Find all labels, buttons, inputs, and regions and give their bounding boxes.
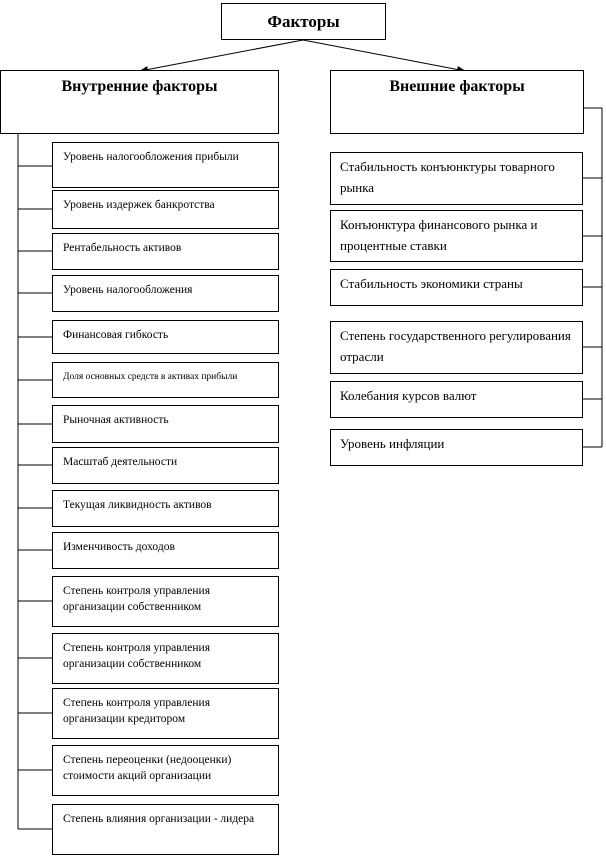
internal-factor-label: Изменчивость доходов: [63, 541, 175, 553]
internal-factor-label: Рыночная активность: [63, 414, 169, 426]
internal-factor-label: Финансовая гибкость: [63, 329, 169, 341]
internal-factor-4: [52, 275, 279, 312]
external-factor-1: [330, 152, 583, 205]
internal-factor-11: [52, 576, 279, 627]
internal-factors-title: Внутренние факторы: [61, 78, 218, 95]
internal-factor-12: [52, 633, 279, 684]
internal-factor-15: [52, 804, 279, 855]
internal-factor-8: [52, 447, 279, 484]
internal-factor-label: Уровень налогообложения прибыли: [63, 151, 239, 163]
external-factor-4: [330, 321, 583, 374]
external-factor-6: [330, 429, 583, 466]
external-connectors: [583, 178, 602, 447]
arrow-to-external: [303, 40, 465, 71]
external-factor-label: Степень государственного регулирования отрасли: [340, 328, 571, 364]
external-factors-title: Внешние факторы: [389, 78, 525, 95]
external-factor-5: [330, 381, 583, 418]
internal-factor-9: [52, 490, 279, 527]
external-factors-header: [330, 70, 584, 134]
external-factor-2: [330, 210, 583, 262]
external-factor-label: Стабильность конъюнктуры товарного рынка: [340, 159, 555, 195]
root-node: [221, 3, 386, 40]
internal-factor-10: [52, 532, 279, 569]
internal-factor-2: [52, 190, 279, 229]
internal-factor-7: [52, 405, 279, 443]
external-factor-label: Колебания курсов валют: [340, 388, 477, 403]
internal-factor-label: Уровень налогообложения: [63, 284, 193, 296]
internal-factor-label: Степень влияния организации - лидера: [63, 813, 255, 825]
external-factor-3: [330, 269, 583, 306]
internal-factor-6: [52, 362, 279, 398]
external-factor-label: Конъюнктура финансового рынка и процентные ставки: [340, 217, 538, 253]
internal-factor-label: Текущая ликвидность активов: [63, 499, 212, 511]
internal-factors-header: [0, 70, 279, 134]
external-factor-label: Стабильность экономики страны: [340, 276, 523, 291]
internal-factor-label: Уровень издержек банкротства: [63, 199, 215, 211]
internal-factor-label: Степень контроля управления организации собственником: [63, 642, 210, 670]
root-title: Факторы: [267, 11, 340, 31]
internal-factor-3: [52, 233, 279, 270]
internal-factor-label: Степень переоценки (недооценки) стоимости акций организации: [63, 754, 232, 782]
arrow-to-internal: [140, 40, 303, 71]
internal-factor-label: Степень контроля управления организации кредитором: [63, 697, 210, 725]
internal-factor-14: [52, 745, 279, 796]
internal-factor-label: Доля основных средств в активах прибыли: [63, 372, 238, 382]
internal-factor-label: Рентабельность активов: [63, 242, 182, 254]
internal-factor-13: [52, 688, 279, 739]
internal-factor-label: Степень контроля управления организации собственником: [63, 585, 210, 613]
internal-connectors: [18, 166, 52, 829]
internal-factor-1: [52, 142, 279, 188]
external-factor-label: Уровень инфляции: [340, 436, 445, 451]
internal-factor-label: Масштаб деятельности: [63, 456, 178, 468]
internal-factor-5: [52, 320, 279, 354]
